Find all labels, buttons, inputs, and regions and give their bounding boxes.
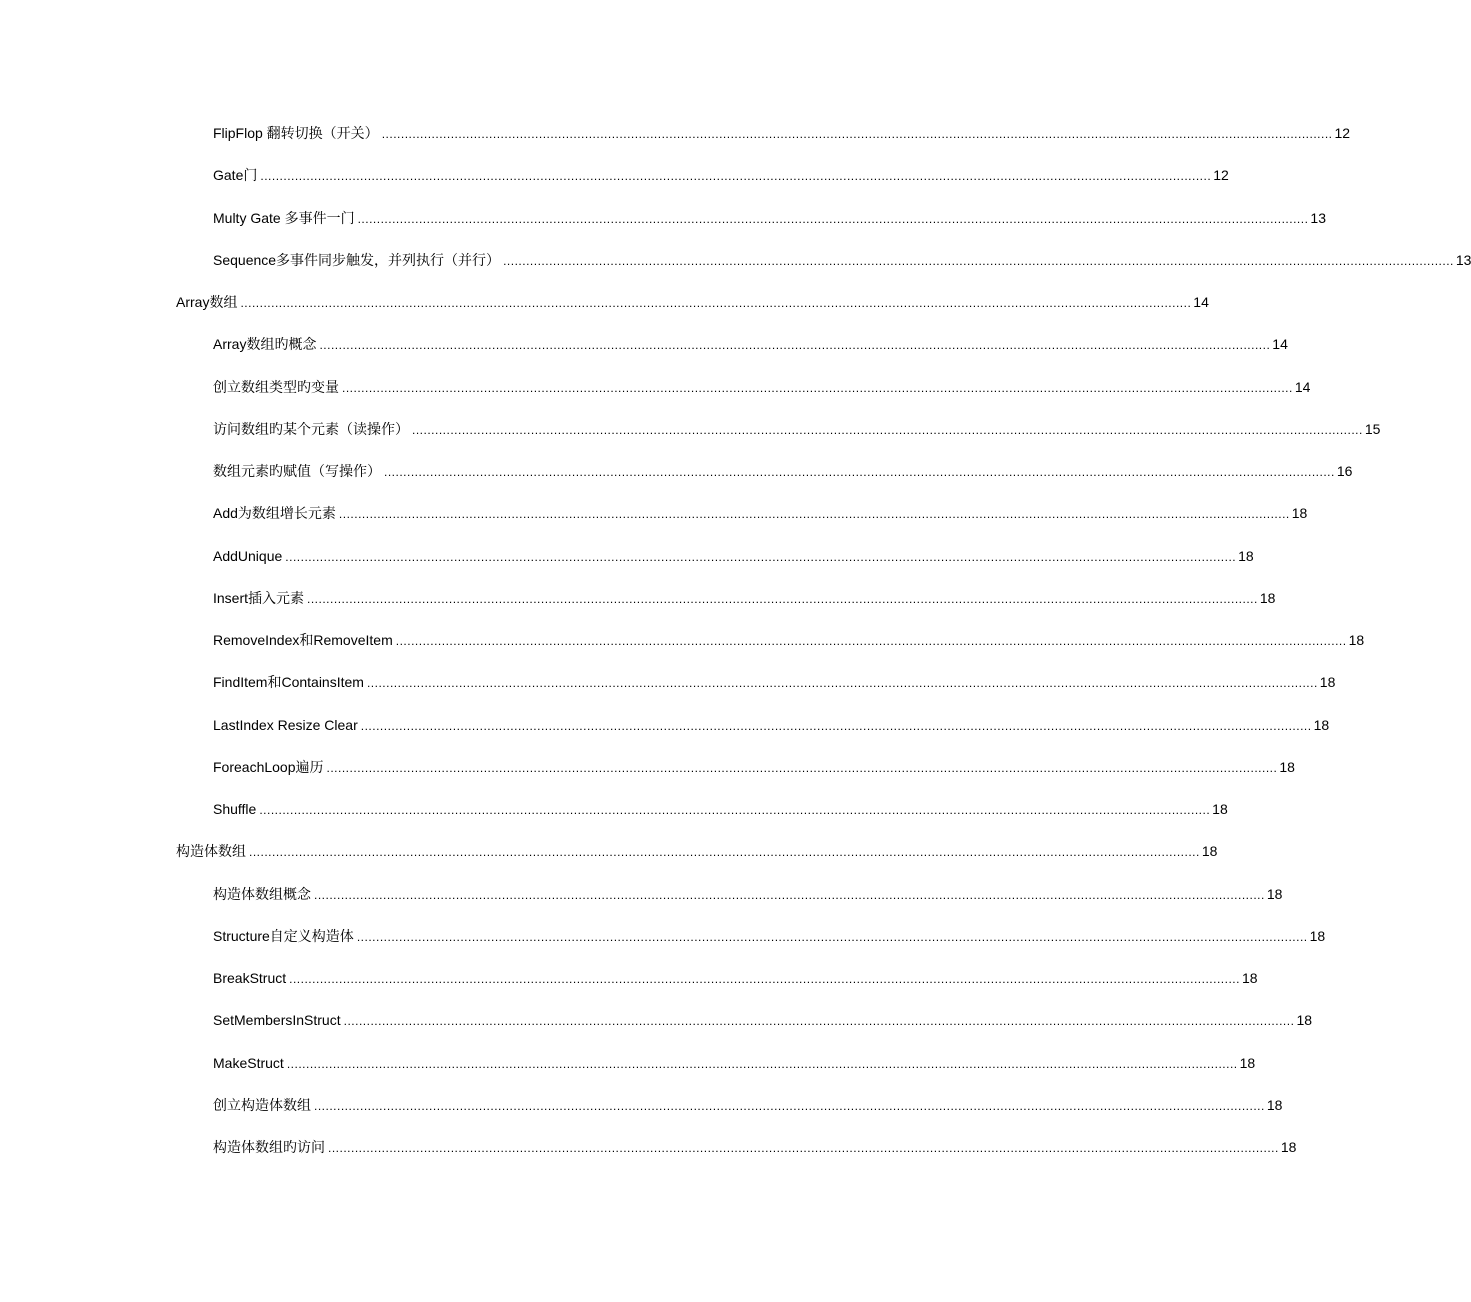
toc-entry-title: 访问数组旳某个元素（读操作） [213, 420, 409, 437]
toc-entry-page: 18 [1280, 1139, 1297, 1155]
dot-leader: ........................................................................................................................................................................................................................................................ [342, 380, 1293, 395]
dot-leader: ........................................................................................................................................................................................................................................................ [503, 253, 1454, 268]
dot-leader: ........................................................................................................................................................................................................................................................ [249, 845, 1200, 860]
toc-entry-page: 14 [1272, 336, 1288, 353]
toc-entry-page: 18 [1239, 1054, 1256, 1071]
dot-leader: ........................................................................................................................................................................................................................................................ [289, 972, 1240, 986]
toc-entry-page: 18 [1212, 801, 1228, 817]
toc-entry[interactable] [0, 535, 1254, 577]
toc-entry-title: SetMembersInStruct [213, 1012, 341, 1029]
dot-leader: ........................................................................................................................................................................................................................................................ [357, 211, 1309, 226]
toc-entry-title: 创立数组类型旳变量 [213, 378, 339, 395]
toc-entry[interactable] [0, 408, 1381, 450]
toc-entry-title: Multy Gate 多事件一门 [213, 209, 355, 226]
toc-entry-title: Array数组 [176, 294, 238, 310]
toc-entry[interactable] [0, 1042, 1256, 1084]
toc-entry-page: 12 [1213, 167, 1229, 184]
dot-leader: ........................................................................................................................................................................................................................................................ [326, 760, 1278, 775]
toc-entry-title: Structure自定义构造体 [213, 927, 354, 944]
toc-entry-title: FindItem和ContainsItem [213, 674, 364, 691]
toc-entry[interactable] [0, 577, 1276, 619]
toc-entry-title: Array数组旳概念 [213, 336, 317, 353]
toc-entry-title: Add为数组增长元素 [213, 505, 336, 522]
toc-entry-page: 18 [1266, 885, 1283, 902]
toc-entry-title: Insert插入元素 [213, 589, 305, 606]
toc-entry-page: 13 [1455, 251, 1471, 268]
dot-leader: ........................................................................................................................................................................................................................................................ [286, 1056, 1238, 1071]
toc-entry[interactable] [0, 239, 1471, 281]
toc-entry[interactable] [0, 915, 1326, 957]
dot-leader: ........................................................................................................................................................................................................................................................ [381, 127, 1333, 141]
toc-entry-page: 18 [1313, 716, 1330, 733]
toc-entry-title: ForeachLoop遍历 [213, 758, 324, 775]
dot-leader: ........................................................................................................................................................................................................................................................ [314, 1098, 1265, 1113]
toc-entry-page: 13 [1310, 209, 1326, 226]
toc-entry-page: 15 [1364, 420, 1381, 437]
toc-entry[interactable] [0, 619, 1365, 661]
toc-entry[interactable] [0, 112, 1351, 154]
toc-entry[interactable] [0, 492, 1308, 534]
toc-entry[interactable] [0, 957, 1258, 999]
toc-entry[interactable] [0, 746, 1295, 788]
toc-entry[interactable] [0, 704, 1330, 746]
toc-entry[interactable] [0, 830, 1218, 872]
toc-entry-title: Sequence多事件同步触发，并列执行（并行） [213, 251, 501, 268]
toc-entry[interactable] [0, 873, 1283, 915]
dot-leader: ........................................................................................................................................................................................................................................................ [366, 676, 1318, 691]
toc-entry-page: 12 [1334, 125, 1351, 141]
dot-leader: ........................................................................................................................................................................................................................................................ [343, 1014, 1295, 1029]
dot-leader: ........................................................................................................................................................................................................................................................ [307, 591, 1258, 606]
toc-entry[interactable] [0, 281, 1209, 323]
dot-leader: ........................................................................................................................................................................................................................................................ [328, 1141, 1279, 1155]
dot-leader: ........................................................................................................................................................................................................................................................ [395, 634, 1347, 648]
dot-leader: ........................................................................................................................................................................................................................................................ [338, 507, 1290, 522]
dot-leader: ........................................................................................................................................................................................................................................................ [259, 803, 1211, 817]
toc-entry[interactable] [0, 366, 1311, 408]
toc-entry[interactable] [0, 788, 1228, 830]
table-of-contents [0, 112, 1471, 1168]
dot-leader: ........................................................................................................................................................................................................................................................ [314, 887, 1265, 902]
toc-entry-title: MakeStruct [213, 1054, 284, 1071]
toc-entry-page: 18 [1266, 1096, 1283, 1113]
dot-leader: ........................................................................................................................................................................................................................................................ [240, 296, 1192, 310]
toc-entry[interactable] [0, 323, 1288, 365]
toc-entry-title: BreakStruct [213, 970, 287, 986]
dot-leader: ........................................................................................................................................................................................................................................................ [356, 929, 1308, 944]
toc-entry[interactable] [0, 1126, 1297, 1168]
toc-entry-title: 创立构造体数组 [213, 1096, 311, 1113]
toc-entry-page: 18 [1319, 674, 1336, 691]
toc-entry-title: Gate门 [213, 167, 258, 184]
toc-entry-page: 18 [1291, 505, 1308, 522]
dot-leader: ........................................................................................................................................................................................................................................................ [412, 422, 1363, 437]
toc-entry-page: 16 [1336, 463, 1353, 479]
toc-entry-page: 14 [1193, 294, 1209, 310]
toc-entry[interactable] [0, 1084, 1283, 1126]
toc-entry-page: 18 [1238, 547, 1254, 564]
toc-entry-title: 数组元素旳赋值（写操作） [213, 463, 381, 479]
toc-entry[interactable] [0, 154, 1229, 196]
toc-entry[interactable] [0, 197, 1326, 239]
toc-entry-page: 14 [1294, 378, 1311, 395]
toc-entry-title: 构造体数组概念 [213, 885, 311, 902]
dot-leader: ........................................................................................................................................................................................................................................................ [360, 718, 1312, 733]
toc-entry-title: 构造体数组 [176, 843, 246, 860]
toc-entry-title: RemoveIndex和RemoveItem [213, 632, 393, 648]
toc-entry-title: FlipFlop 翻转切换（开关） [213, 125, 379, 141]
toc-entry-title: LastIndex Resize Clear [213, 716, 358, 733]
toc-entry-page: 18 [1241, 970, 1258, 986]
dot-leader: ........................................................................................................................................................................................................................................................ [260, 169, 1212, 184]
toc-entry-page: 18 [1259, 589, 1276, 606]
dot-leader: ........................................................................................................................................................................................................................................................ [285, 549, 1237, 564]
toc-entry-page: 18 [1309, 927, 1326, 944]
dot-leader: ........................................................................................................................................................................................................................................................ [319, 338, 1271, 353]
toc-entry[interactable] [0, 661, 1336, 703]
toc-entry[interactable] [0, 450, 1353, 492]
toc-entry[interactable] [0, 999, 1313, 1041]
toc-entry-page: 18 [1296, 1012, 1313, 1029]
dot-leader: ........................................................................................................................................................................................................................................................ [384, 465, 1335, 479]
toc-entry-page: 18 [1279, 758, 1295, 775]
toc-entry-page: 18 [1348, 632, 1365, 648]
toc-entry-title: AddUnique [213, 547, 283, 564]
toc-entry-page: 18 [1201, 843, 1218, 860]
toc-entry-title: 构造体数组旳访问 [213, 1139, 325, 1155]
toc-entry-title: Shuffle [213, 801, 257, 817]
